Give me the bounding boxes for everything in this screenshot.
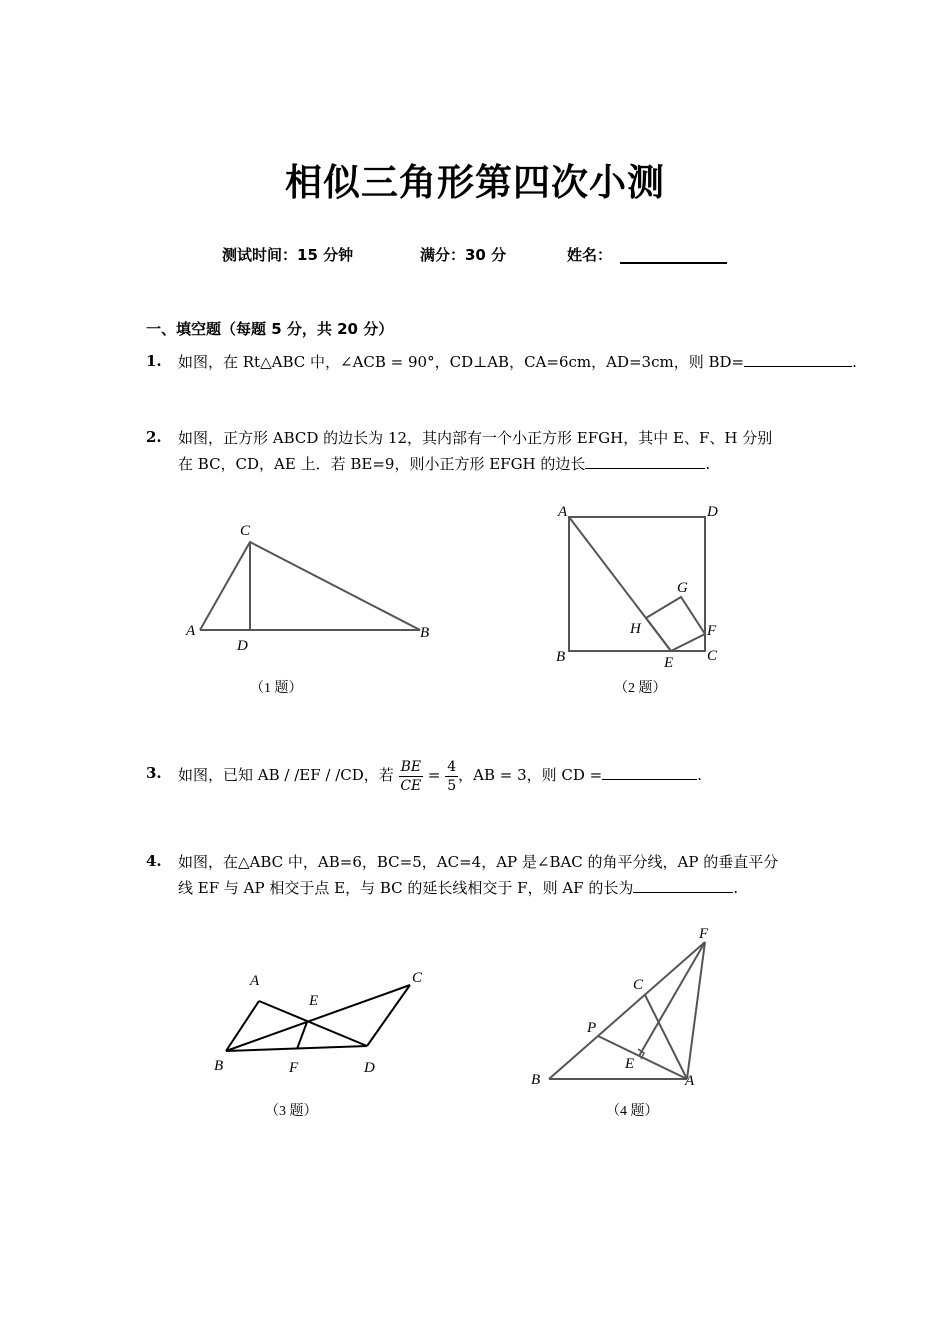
fig4-label-f: F bbox=[699, 926, 709, 942]
fig1-label-b: B bbox=[420, 625, 430, 641]
fig2-label-f: F bbox=[707, 623, 717, 639]
fig3-line-ba bbox=[226, 1001, 259, 1051]
figure-3-caption: （3 题） bbox=[265, 1104, 318, 1119]
frac-value-denominator: 5 bbox=[447, 777, 457, 794]
question-3-part-1: 如图，已知 AB / /EF / /CD，若 bbox=[178, 766, 394, 784]
figure-3 bbox=[205, 962, 445, 1082]
fig4-label-p: P bbox=[587, 1020, 597, 1036]
fig3-label-a: A bbox=[250, 973, 260, 989]
figure-1-caption: （1 题） bbox=[250, 681, 303, 696]
question-2-line-2: 在 BC，CD，AE 上．若 BE=9，则小正方形 EFGH 的边长 bbox=[178, 455, 586, 473]
fraction-be-ce bbox=[399, 758, 424, 795]
fig4-label-a: A bbox=[685, 1073, 695, 1089]
answer-blank-1[interactable] bbox=[744, 350, 852, 367]
question-1-line-1: 如图，在 Rt△ABC 中，∠ACB = 90°，CD⊥AB，CA=6cm，AD=3cm，则 BD= bbox=[178, 353, 745, 371]
question-1-number: 1. bbox=[146, 352, 162, 370]
fig2-inner-square bbox=[646, 597, 705, 651]
question-2-text-2: 在 BC，CD，AE 上．若 BE=9，则小正方形 EFGH 的边长 . bbox=[178, 451, 710, 477]
question-4-line-1: 如图，在△ABC 中，AB=6，BC=5，AC=4，AP 是∠BAC 的角平分线，AP 的垂直平分 bbox=[178, 853, 779, 871]
fig1-triangle bbox=[200, 542, 420, 630]
fig2-label-g: G bbox=[677, 580, 688, 596]
fig4-line-fa bbox=[687, 942, 705, 1079]
question-3-text: 如图，已知 AB / /EF / /CD，若 $\frac{BE}{CE}$ = $\frac{4}{5}$ ，AB = 3，则 CD = . bbox=[178, 758, 703, 794]
question-3-part-2: ，AB = 3，则 CD = bbox=[458, 766, 603, 784]
test-time: 测试时间：15 分钟 bbox=[222, 246, 354, 264]
figure-4 bbox=[525, 922, 725, 1092]
question-3-number: 3. bbox=[146, 764, 162, 782]
question-4-number: 4. bbox=[146, 852, 162, 870]
question-4-line-2: 线 EF 与 AP 相交于点 E，与 BC 的延长线相交于 F，则 AF 的长为 bbox=[178, 879, 634, 897]
fig4-label-c: C bbox=[633, 977, 644, 993]
name-blank[interactable] bbox=[620, 244, 727, 264]
page-title: 相似三角形第四次小测 bbox=[285, 161, 665, 204]
frac-numerator: BE bbox=[400, 758, 422, 775]
fig4-label-b: B bbox=[531, 1072, 541, 1088]
question-4-text-2: 线 EF 与 AP 相交于点 E，与 BC 的延长线相交于 F，则 AF 的长为 . bbox=[178, 875, 738, 901]
fig2-label-h: H bbox=[630, 621, 641, 637]
answer-blank-4[interactable] bbox=[633, 876, 733, 893]
fig2-label-b: B bbox=[556, 649, 566, 665]
name-label: 姓名： bbox=[567, 246, 613, 264]
section-heading: 一、填空题（每题 5 分，共 20 分） bbox=[146, 320, 394, 338]
fig3-label-c: C bbox=[412, 970, 423, 986]
fig3-label-e: E bbox=[309, 993, 319, 1009]
question-1-text: 如图，在 Rt△ABC 中，∠ACB = 90°，CD⊥AB，CA=6cm，AD=3cm，则 BD= . bbox=[178, 349, 857, 375]
fig4-line-fe bbox=[639, 942, 705, 1056]
fig3-line-cd bbox=[367, 985, 410, 1046]
figure-1 bbox=[180, 515, 450, 655]
answer-blank-2[interactable] bbox=[585, 452, 705, 469]
fig2-label-d: D bbox=[707, 504, 718, 520]
fig3-label-d: D bbox=[364, 1060, 375, 1076]
fig1-label-a: A bbox=[186, 623, 196, 639]
figure-4-caption: （4 题） bbox=[606, 1104, 659, 1119]
fig2-label-c: C bbox=[707, 648, 718, 664]
frac-value-numerator: 4 bbox=[447, 758, 457, 775]
fraction-value bbox=[445, 758, 458, 795]
question-2-line-1: 如图，正方形 ABCD 的边长为 12，其内部有一个小正方形 EFGH，其中 E、F、H 分别 bbox=[178, 429, 773, 447]
fig1-label-c: C bbox=[240, 523, 251, 539]
fig3-label-b: B bbox=[214, 1058, 224, 1074]
fig2-label-a: A bbox=[558, 504, 568, 520]
figure-2 bbox=[550, 500, 740, 675]
fig4-label-e: E bbox=[625, 1056, 635, 1072]
frac-denominator: CE bbox=[400, 777, 422, 794]
figure-2-caption: （2 题） bbox=[614, 681, 667, 696]
fig1-label-d: D bbox=[237, 638, 248, 654]
fig3-label-f: F bbox=[289, 1060, 299, 1076]
fig2-label-e: E bbox=[664, 655, 674, 671]
answer-blank-3[interactable] bbox=[602, 763, 697, 780]
question-2-number: 2. bbox=[146, 428, 162, 446]
full-score: 满分：30 分 bbox=[420, 246, 507, 264]
